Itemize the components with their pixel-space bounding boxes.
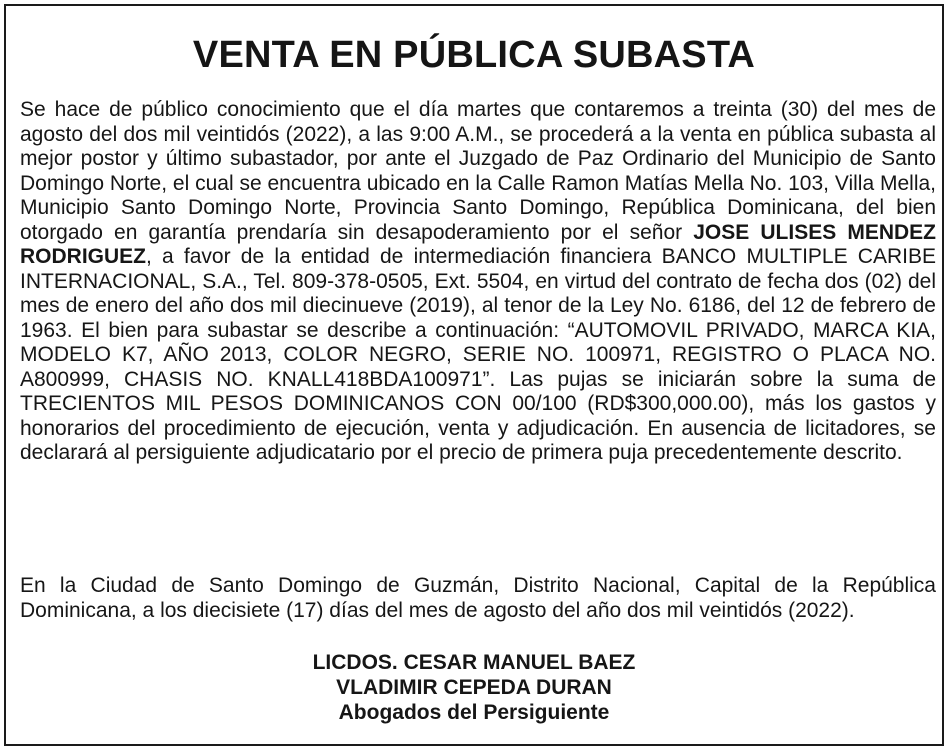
debtor-name: JOSE ULISES MENDEZ RODRIGUEZ: [20, 220, 936, 268]
notice-body-paragraph: [20, 98, 936, 466]
signature-lawyers-line-1: LICDOS. CESAR MANUEL BAEZ: [312, 651, 636, 674]
notice-title: VENTA EN PÚBLICA SUBASTA: [192, 34, 756, 76]
paragraph-text-before-name: Se hace de público conocimiento que el día martes que contaremos a treinta (30) del mes de agosto del dos mil veintidós (2022), a las 9:00 A.M., se procederá a la venta en pública subasta al mejor postor y último subastador, por ante el Juzgado de Paz Ordinario del Municipio de Santo Domingo Norte, el cual se encuentra ubicado en la Calle Ramon Matías Mella No. 103, Villa Mella, Municipio Santo Domingo Norte, Provincia Santo Domingo, República Dominicana, del bien otorgado en garantía prendaría sin desapoderamiento por el señor: [20, 98, 936, 244]
notice-frame: [4, 4, 944, 746]
notice-date-paragraph: En la Ciudad de Santo Domingo de Guzmán, Distrito Nacional, Capital de la República Dominicana, a los diecisiete (17) días del mes de agosto del año dos mil veintidós (2022).: [20, 574, 936, 622]
signature-lawyers-line-2: VLADIMIR CEPEDA DURAN: [336, 676, 612, 699]
signature-role: Abogados del Persiguiente: [338, 701, 610, 724]
paragraph-text-after-name: , a favor de la entidad de intermediación financiera BANCO MULTIPLE CARIBE INTERNACIONAL, S.A., Tel. 809-378-0505, Ext. 5504, en virtud del contrato de fecha dos (02) del mes de enero del año dos mil diecinueve (2019), al tenor de la Ley No. 6186, del 12 de febrero de 1963. El bien para subastar se describe a continuación: “AUTOMOVIL PRIVADO, MARCA KIA, MODELO K7, AÑO 2013, COLOR NEGRO, SERIE NO. 100971, REGISTRO O PLACA NO. A800999, CHASIS NO. KNALL418BDA100971”. Las pujas se iniciarán sobre la suma de TRECIENTOS MIL PESOS DOMINICANOS CON 00/100 (RD$300,000.00), más los gastos y honorarios del procedimiento de ejecución, venta y adjudicación. En ausencia de licitadores, se declarará al persiguiente adjudicatario por el precio de primera puja precedentemente descrito.: [20, 245, 936, 464]
